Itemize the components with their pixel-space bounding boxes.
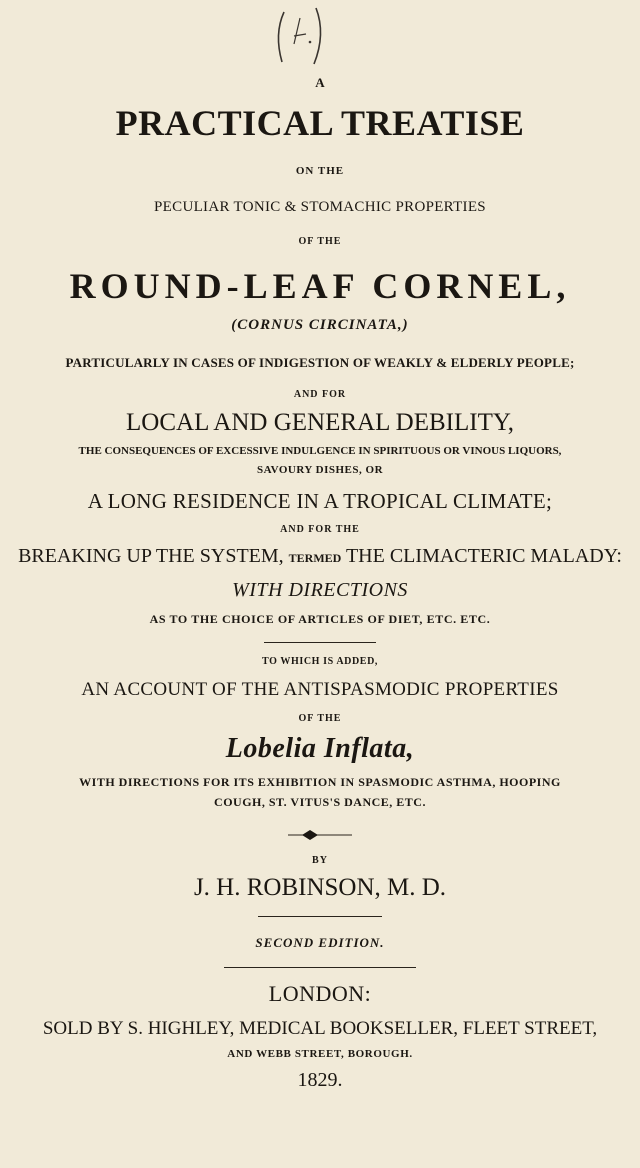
article-a: A (315, 75, 325, 90)
title-main: PRACTICAL TREATISE (115, 103, 525, 143)
residence-line: A LONG RESIDENCE IN A TROPICAL CLIMATE; (87, 489, 553, 513)
ornament-rule (288, 829, 352, 841)
consequences-line-2: SAVOURY DISHES, OR (256, 464, 384, 476)
latin-name: (CORNUS CIRCINATA,) (231, 317, 409, 333)
consequences-line-1: THE CONSEQUENCES OF EXCESSIVE INDULGENCE IN SPIRITUOUS OR VINOUS LIQUORS, (78, 445, 562, 457)
seller-line-2: AND WEBB STREET, BOROUGH. (227, 1048, 413, 1060)
added-line: TO WHICH IS ADDED, (261, 656, 378, 667)
breaking-termed: TERMED (288, 551, 342, 565)
divider-rule-3 (224, 967, 416, 968)
lobelia-blackletter: Lobelia Inflata, (225, 733, 415, 764)
asthma-line-2: COUGH, ST. VITUS'S DANCE, ETC. (214, 795, 426, 809)
debility-line: LOCAL AND GENERAL DEBILITY, (126, 409, 514, 436)
author-line: J. H. ROBINSON, M. D. (193, 874, 447, 901)
seller-line: SOLD BY S. HIGHLEY, MEDICAL BOOKSELLER, FLEET STREET, (42, 1018, 598, 1039)
edition-line: SECOND EDITION. (255, 935, 385, 950)
of-the-2: OF THE (298, 713, 342, 724)
account-line: AN ACCOUNT OF THE ANTISPASMODIC PROPERTIES (81, 679, 559, 700)
breaking-a: BREAKING UP THE SYSTEM, (18, 545, 284, 567)
particularly-line: PARTICULARLY IN CASES OF INDIGESTION OF WEAKLY & ELDERLY PEOPLE; (65, 355, 575, 370)
breaking-b: THE CLIMACTERIC MALADY: (345, 545, 622, 567)
breaking-line (0, 546, 640, 566)
on-the: ON THE (295, 165, 345, 177)
asthma-line-1: WITH DIRECTIONS FOR ITS EXHIBITION IN SPASMODIC ASTHMA, HOOPING (79, 775, 561, 789)
divider-rule-1 (264, 642, 376, 643)
and-for-the: AND FOR THE (280, 524, 360, 535)
choice-line: AS TO THE CHOICE OF ARTICLES OF DIET, ETC. ETC. (149, 612, 491, 626)
year-line: 1829. (297, 1069, 343, 1091)
shelfmark-ink-annotation (272, 4, 342, 76)
with-directions: WITH DIRECTIONS (232, 579, 408, 601)
of-the-1: OF THE (298, 236, 342, 247)
and-for-1: AND FOR (293, 389, 347, 400)
divider-rule-2 (258, 916, 382, 917)
by-line: BY (312, 855, 328, 866)
subject-line: PECULIAR TONIC & STOMACHIC PROPERTIES (154, 199, 486, 215)
plant-name: ROUND-LEAF CORNEL, (69, 266, 571, 306)
city-line: LONDON: (268, 981, 372, 1006)
